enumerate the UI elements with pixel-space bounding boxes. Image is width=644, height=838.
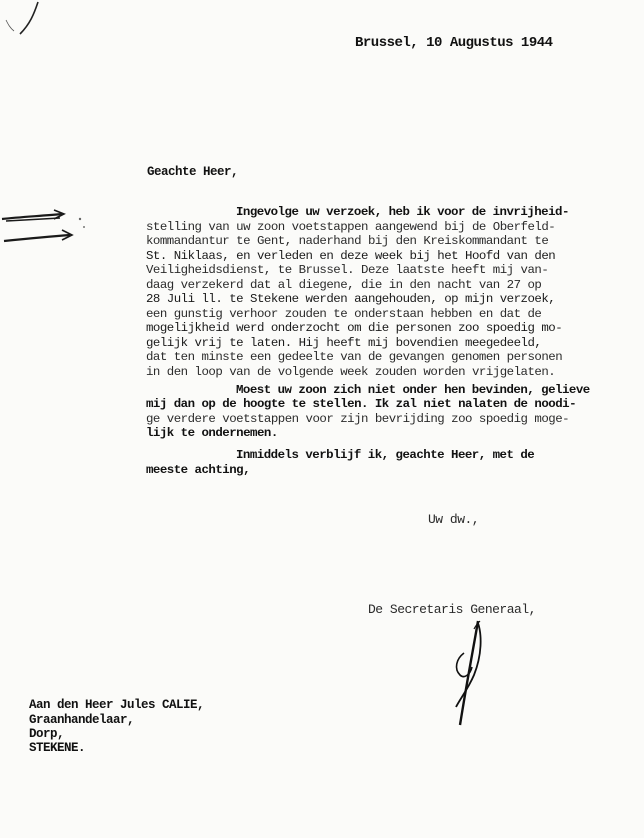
body-line: St. Niklaas, en verleden en deze week bij het Hoofd van den [146,249,556,263]
salutation: Geachte Heer, [147,165,239,179]
address-line: STEKENE. [29,741,86,755]
body-line: een gunstig verhoor zouden te onderstaan hebben en dat de [146,307,542,321]
margin-pen-stroke-top [0,0,50,45]
body-line: lijk te ondernemen. [146,426,278,440]
body-line: daag verzekerd dat al diegene, die in den nacht van 27 op [146,278,542,292]
body-line: in den loop van de volgende week zouden worden vrijgelaten. [146,365,556,379]
margin-arrow-marks [0,205,90,250]
body-line: Moest uw zoon zich niet onder hen bevinden, gelieve [236,383,590,397]
signature-title: De Secretaris Generaal, [368,602,536,617]
letter-date: Brussel, 10 Augustus 1944 [355,35,553,51]
address-line: Dorp, [29,727,65,741]
handwritten-signature [438,615,498,735]
body-line: kommandantur te Gent, naderhand bij den Kreiskommandant te [146,234,549,248]
body-line: stelling van uw zoon voetstappen aangewend bij de Oberfeld- [146,220,556,234]
body-line: 28 Juli ll. te Stekene werden aangehouden, op mijn verzoek, [146,292,556,306]
body-line: mogelijkheid werd onderzocht om die personen zoo spoedig mo- [146,321,563,335]
address-line: Graanhandelaar, [29,713,135,727]
body-line: gelijk vrij te laten. Hij heeft mij bovendien meegedeeld, [146,336,542,350]
closing: Uw dw., [428,512,480,527]
body-line: mij dan op de hoogte te stellen. Ik zal niet nalaten de noodi- [146,397,577,411]
body-line: Ingevolge uw verzoek, heb ik voor de invrijheid- [236,205,569,219]
address-line: Aan den Heer Jules CALIE, [29,698,205,712]
body-line: Veiligheidsdienst, te Brussel. Deze laatste heeft mij van- [146,263,549,277]
body-line: meeste achting, [146,463,251,477]
body-line: ge verdere voetstappen voor zijn bevrijding zoo spoedig moge- [146,412,570,426]
body-line: Inmiddels verblijf ik, geachte Heer, met de [236,448,535,462]
body-line: dat ten minste een gedeelte van de gevangen genomen personen [146,350,563,364]
